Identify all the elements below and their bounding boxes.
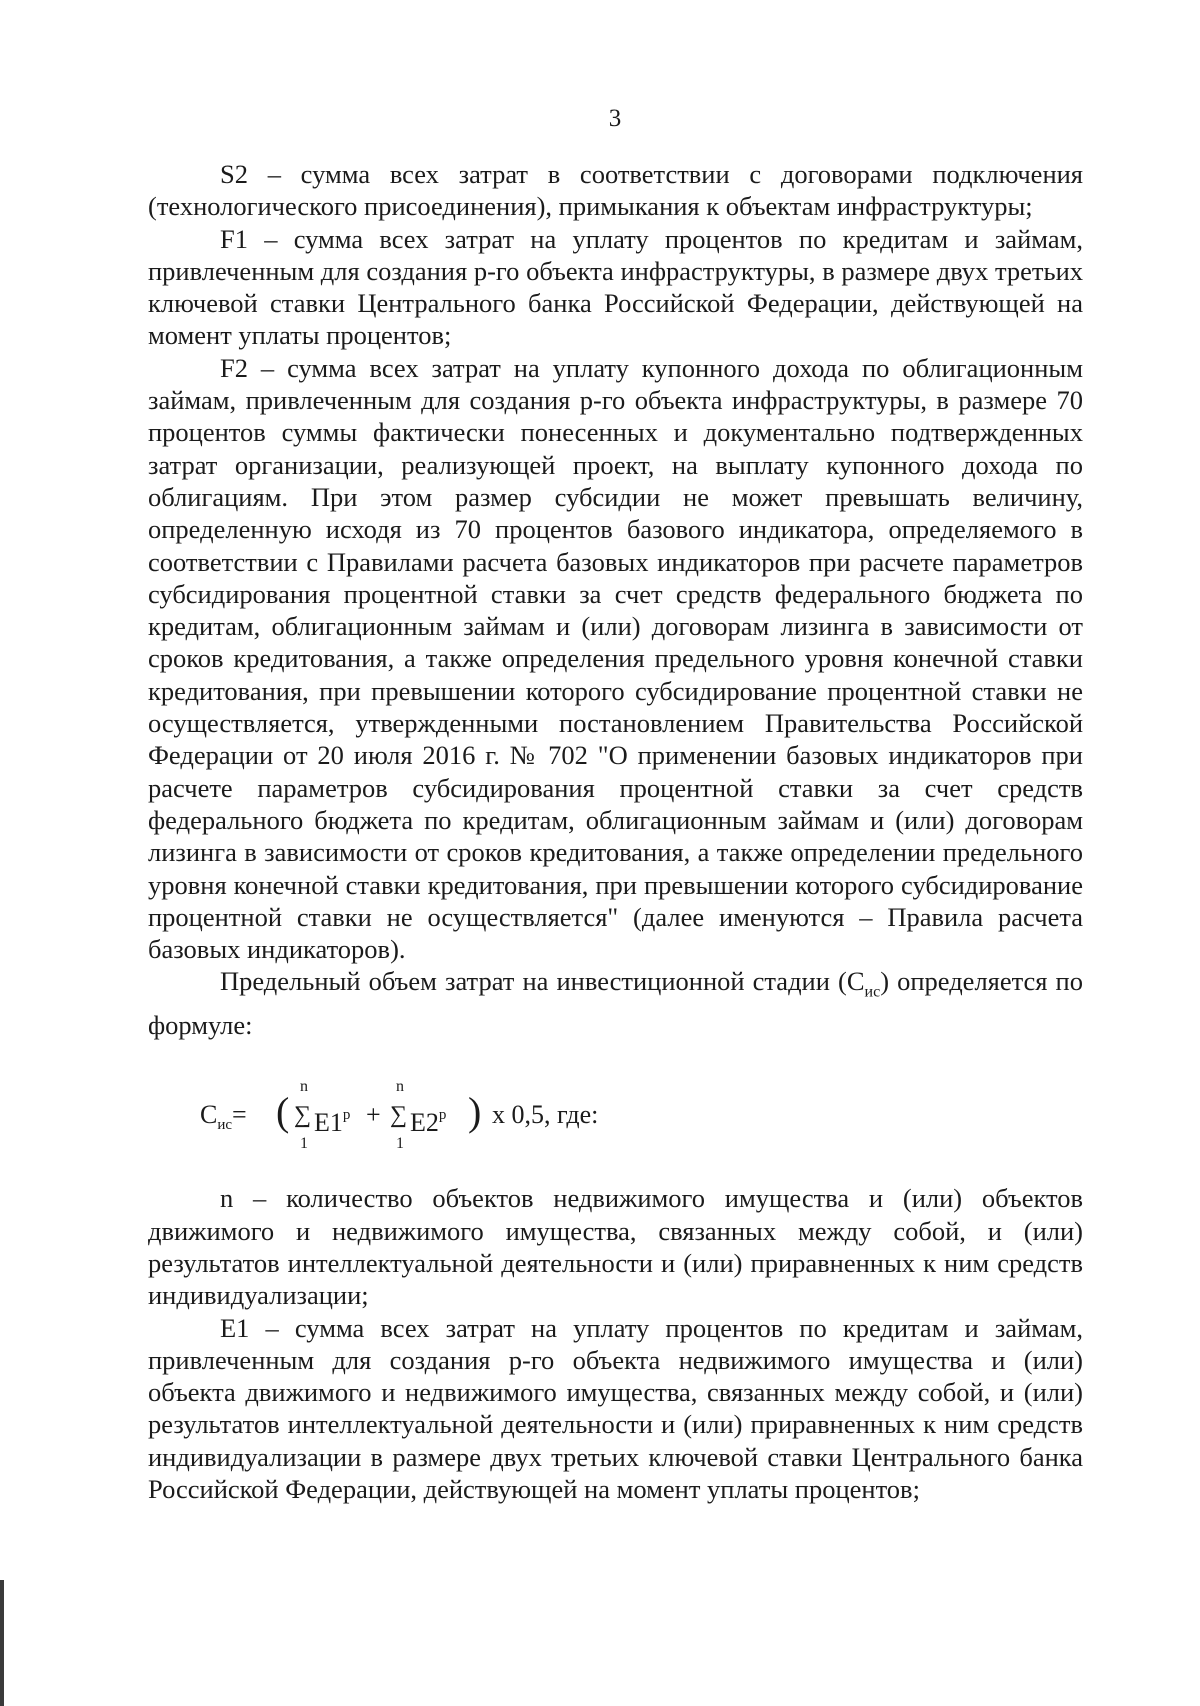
formula-paren-close: ) <box>468 1089 482 1135</box>
formula-sigma2: ∑ <box>390 1102 408 1129</box>
page-number: 3 <box>608 105 622 132</box>
formula-tail: x 0,5, где: <box>492 1100 599 1130</box>
formula <box>148 1056 1083 1152</box>
formula-term1-symbol: E1 <box>314 1108 343 1138</box>
formula-term2-superscript: p <box>438 1107 447 1124</box>
scan-edge-mark <box>0 1580 4 1706</box>
paragraph-f1: F1 – сумма всех затрат на уплату процентов по кредитам и займам, привлеченным для создания р-го объекта инфраструктуры, в размере двух третьих ключевой ставки Центрального банка Российской Федерации, действующей на момент уплаты процентов; <box>148 223 1083 351</box>
formula-sigma2-upper: n <box>396 1078 404 1096</box>
formula-lhs-symbol: C <box>200 1100 218 1130</box>
formula-term2 <box>410 1100 446 1138</box>
intro-text-after: ) определяется по формуле: <box>148 966 1083 1041</box>
formula-paren-open: ( <box>276 1089 290 1135</box>
formula-equals: = <box>232 1100 247 1130</box>
formula-sigma2-lower: 1 <box>396 1135 404 1153</box>
formula-term1-superscript: p <box>342 1107 351 1124</box>
paragraph-f2: F2 – сумма всех затрат на уплату купонного дохода по облигационным займам, привлеченным для создания р-го объекта инфраструктуры, в размере 70 процентов суммы фактически понесенных и документально подтвержденных затрат организации, реализующей проект, на выплату купонного дохода по облигациям. При этом размер субсидии не может превышать величину, определенную исходя из 70 процентов базового индикатора, определяемого в соответствии с Правилами расчета базовых индикаторов при расчете параметров субсидирования процентной ставки за счет средств федерального бюджета по кредитам, облигационным займам и (или) договорам лизинга в зависимости от сроков кредитования, а также определения предельного уровня конечной ставки кредитования, при превышении которого субсидирование процентной ставки не осуществляется, утвержденными постановлением Правительства Российской Федерации от 20 июля 2016 г. № 702 "О применении базовых индикаторов при расчете параметров субсидирования процентной ставки за счет средств федерального бюджета по кредитам, облигационным займам и (или) договорам лизинга в зависимости от сроков кредитования, а также определении предельного уровня конечной ставки кредитования, при превышении которого субсидирование процентной ставки не осуществляется" (далее именуются – Правила расчета базовых индикаторов). <box>148 352 1083 965</box>
formula-term2-symbol: E2 <box>410 1108 439 1138</box>
intro-subscript: ис <box>864 983 881 1001</box>
formula-lhs-subscript: ис <box>217 1117 233 1134</box>
formula-plus: + <box>366 1100 381 1130</box>
document-body <box>148 158 1083 1505</box>
formula-sigma1-upper: n <box>300 1078 308 1096</box>
paragraph-formula-intro <box>148 965 1083 1041</box>
formula-lhs <box>200 1100 247 1140</box>
formula-sigma1: ∑ <box>294 1102 312 1129</box>
paragraph-e1: E1 – сумма всех затрат на уплату процентов по кредитам и займам, привлеченным для создания р-го объекта недвижимого имущества и (или) объекта движимого и недвижимого имущества, связанных между собой, и (или) результатов интеллектуальной деятельности и (или) приравненных к ним средств индивидуализации в размере двух третьих ключевой ставки Центрального банка Российской Федерации, действующей на момент уплаты процентов; <box>148 1312 1083 1504</box>
formula-sigma1-lower: 1 <box>300 1135 308 1153</box>
intro-text-before: Предельный объем затрат на инвестиционной стадии (С <box>220 966 865 997</box>
formula-term1 <box>314 1100 350 1138</box>
paragraph-n: n – количество объектов недвижимого имущества и (или) объектов движимого и недвижимого имущества, связанных между собой, и (или) результатов интеллектуальной деятельности и (или) приравненных к ним средств индивидуализации; <box>148 1183 1083 1311</box>
paragraph-s2: S2 – сумма всех затрат в соответствии с договорами подключения (технологического присоединения), примыкания к объектам инфраструктуры; <box>148 159 1083 222</box>
